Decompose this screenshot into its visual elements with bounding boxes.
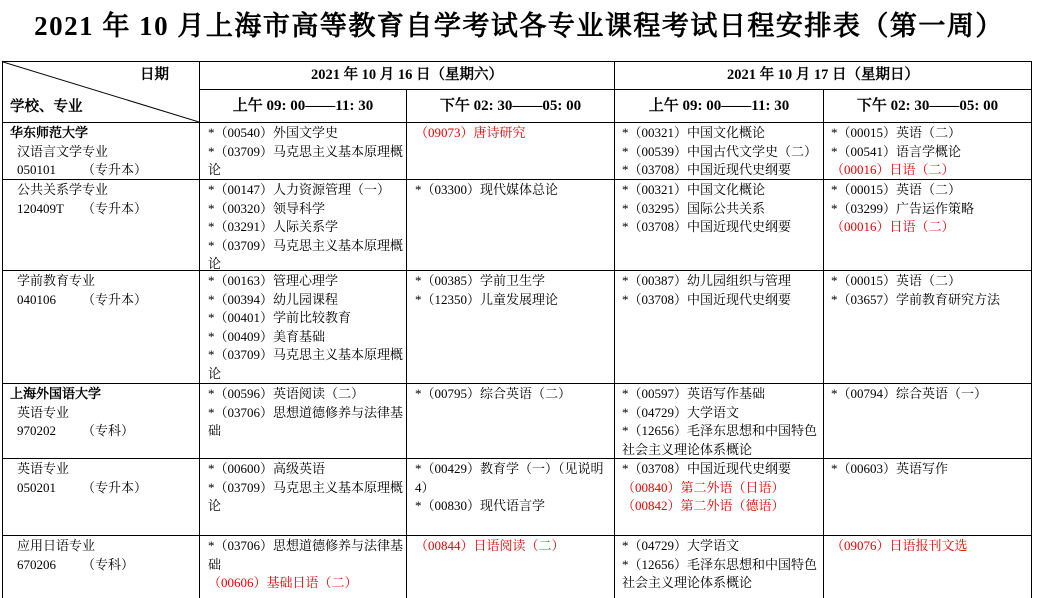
course-item: *（03708）中国近现代史纲要 (622, 219, 792, 235)
course-item: *（00321）中国文化概论 (622, 182, 766, 197)
course-item: *（03299）广告运作策略 (831, 200, 975, 216)
exam-slot-cell (200, 271, 407, 384)
course-item: *（03709）马克思主义基本原理概论 (208, 237, 404, 272)
course-item: *（03708）中国近现代史纲要 (622, 291, 792, 307)
major-name: 应用日语专业 (17, 538, 96, 553)
course-item: *（00387）幼儿园组织与管理 (622, 273, 792, 288)
exam-slot-cell (407, 536, 615, 598)
course-item: *（00015）英语（二） (831, 182, 962, 197)
exam-slot-cell (615, 180, 824, 271)
course-item: *（00385）学前卫生学 (415, 273, 546, 288)
program-cell (3, 123, 200, 180)
major-code-line (10, 479, 199, 498)
major-name: 英语专业 (17, 461, 70, 476)
course-item: （00606）基础日语（二） (208, 575, 358, 591)
program-cell (3, 271, 200, 384)
program-cell (3, 384, 200, 459)
day-header-oct-17: 2021 年 10 月 17 日（星期日） (615, 62, 1032, 90)
course-item: *（00794）综合英语（一） (831, 386, 988, 401)
exam-slot-cell (200, 459, 407, 536)
course-item: *（00163）管理心理学 (208, 273, 339, 288)
exam-slot-cell (824, 180, 1032, 271)
course-item: *（00409）美育基础 (208, 328, 326, 344)
major-code-line (10, 556, 199, 575)
study-level: （专科） (82, 556, 135, 572)
school-name: 上海外国语大学 (10, 386, 102, 401)
school-name: 华东师范大学 (10, 125, 89, 140)
course-item: *（12656）毛泽东思想和中国特色社会主义理论体系概论 (622, 556, 818, 591)
course-item: （09073）唐诗研究 (415, 125, 526, 140)
course-item: *（00541）语言学概论 (831, 143, 962, 159)
major-code-line (10, 422, 199, 441)
course-item: *（00320）领导科学 (208, 200, 326, 216)
study-level: （专科） (82, 423, 135, 439)
course-item: *（03709）马克思主义基本原理概论 (208, 143, 404, 178)
session-header-sun-morning: 上午 09: 00——11: 30 (615, 90, 824, 123)
exam-slot-cell (200, 384, 407, 459)
major-code: 670206 (17, 556, 56, 572)
exam-slot-cell (615, 384, 824, 459)
course-item: （00016）日语（二） (831, 162, 955, 178)
course-item: *（03657）学前教育研究方法 (831, 291, 1001, 307)
major-code-line (10, 161, 199, 180)
page-title: 2021 年 10 月上海市高等教育自学考试各专业课程考试日程安排表（第一周） (34, 11, 1004, 41)
course-item: *（12656）毛泽东思想和中国特色社会主义理论体系概论 (622, 423, 818, 457)
major-name: 学前教育专业 (17, 273, 96, 288)
exam-slot-cell (407, 123, 615, 180)
course-item: *（03706）思想道德修养与法律基础 (208, 538, 404, 572)
exam-slot-cell (824, 459, 1032, 536)
schedule-table (2, 61, 1032, 598)
session-header-sat-morning: 上午 09: 00——11: 30 (200, 90, 407, 123)
exam-slot-cell (407, 459, 615, 536)
exam-slot-cell (615, 536, 824, 598)
course-item: *（00321）中国文化概论 (622, 125, 766, 140)
course-item: *（00429）教育学（一）（见说明4） (415, 461, 604, 495)
course-item: （09076）日语报刊文选 (831, 538, 968, 553)
course-item: *（12350）儿童发展理论 (415, 291, 559, 307)
school-major-axis-label: 学校、专业 (10, 99, 83, 115)
exam-slot-cell (407, 384, 615, 459)
course-item: （00844）日语阅读（二） (415, 538, 565, 553)
course-item: *（00600）高级英语 (208, 461, 326, 476)
course-item: *（04729）大学语文 (622, 404, 740, 420)
course-item: *（00596）英语阅读（二） (208, 386, 365, 401)
major-code: 050201 (17, 479, 56, 495)
study-level: （专升本） (82, 479, 148, 495)
program-cell (3, 180, 200, 271)
course-item: （00016）日语（二） (831, 219, 955, 235)
course-item: *（03295）国际公共关系 (622, 200, 766, 216)
course-item: *（03706）思想道德修养与法律基础 (208, 404, 404, 439)
course-item: *（03300）现代媒体总论 (415, 182, 559, 197)
course-item: *（00015）英语（二） (831, 125, 962, 140)
course-item: *（04729）大学语文 (622, 538, 740, 553)
date-axis-label: 日期 (140, 67, 169, 83)
study-level: （专升本） (82, 291, 148, 307)
major-code: 120409T (17, 200, 64, 216)
course-item: *（00015）英语（二） (831, 273, 962, 288)
exam-slot-cell (615, 123, 824, 180)
exam-slot-cell (824, 384, 1032, 459)
course-item: *（03709）马克思主义基本原理概论 (208, 479, 404, 514)
major-code: 970202 (17, 423, 56, 439)
day-header-oct-16: 2021 年 10 月 16 日（星期六） (200, 62, 615, 90)
major-name: 英语专业 (17, 404, 70, 420)
course-item: （00842）第二外语（德语） (622, 498, 785, 514)
course-item: *（00401）学前比较教育 (208, 310, 352, 326)
study-level: （专升本） (82, 200, 148, 216)
exam-slot-cell (407, 271, 615, 384)
course-item: （00840）第二外语（日语） (622, 479, 785, 495)
exam-slot-cell (615, 459, 824, 536)
major-code-line (10, 200, 199, 219)
course-item: *（03708）中国近现代史纲要 (622, 162, 792, 178)
study-level: （专升本） (82, 162, 148, 178)
exam-slot-cell (200, 536, 407, 598)
session-header-sat-afternoon: 下午 02: 30——05: 00 (407, 90, 615, 123)
course-item: *（03708）中国近现代史纲要 (622, 461, 792, 476)
course-item: *（03709）马克思主义基本原理概论 (208, 347, 404, 381)
course-item: *（00830）现代语言学 (415, 498, 546, 514)
exam-slot-cell (824, 123, 1032, 180)
major-code: 050101 (17, 162, 56, 178)
exam-slot-cell (407, 180, 615, 271)
program-cell (3, 459, 200, 536)
course-item: *（00394）幼儿园课程 (208, 291, 339, 307)
exam-slot-cell (615, 271, 824, 384)
course-item: *（00147）人力资源管理（一） (208, 182, 391, 197)
course-item: *（03291）人际关系学 (208, 219, 339, 235)
course-item: *（00795）综合英语（二） (415, 386, 572, 401)
course-item: *（00540）外国文学史 (208, 125, 339, 140)
major-name: 公共关系学专业 (17, 182, 109, 197)
exam-slot-cell (200, 180, 407, 271)
header-corner-cell (3, 62, 200, 123)
major-code-line (10, 291, 199, 310)
exam-slot-cell (200, 123, 407, 180)
course-item: *（00597）英语写作基础 (622, 386, 766, 401)
major-code: 040106 (17, 291, 56, 307)
exam-slot-cell (824, 536, 1032, 598)
course-item: *（00603）英语写作 (831, 461, 949, 476)
exam-slot-cell (824, 271, 1032, 384)
program-cell (3, 536, 200, 598)
major-name: 汉语言文学专业 (17, 143, 109, 159)
course-item: *（00539）中国古代文学史（二） (622, 143, 818, 159)
session-header-sun-afternoon: 下午 02: 30——05: 00 (824, 90, 1032, 123)
